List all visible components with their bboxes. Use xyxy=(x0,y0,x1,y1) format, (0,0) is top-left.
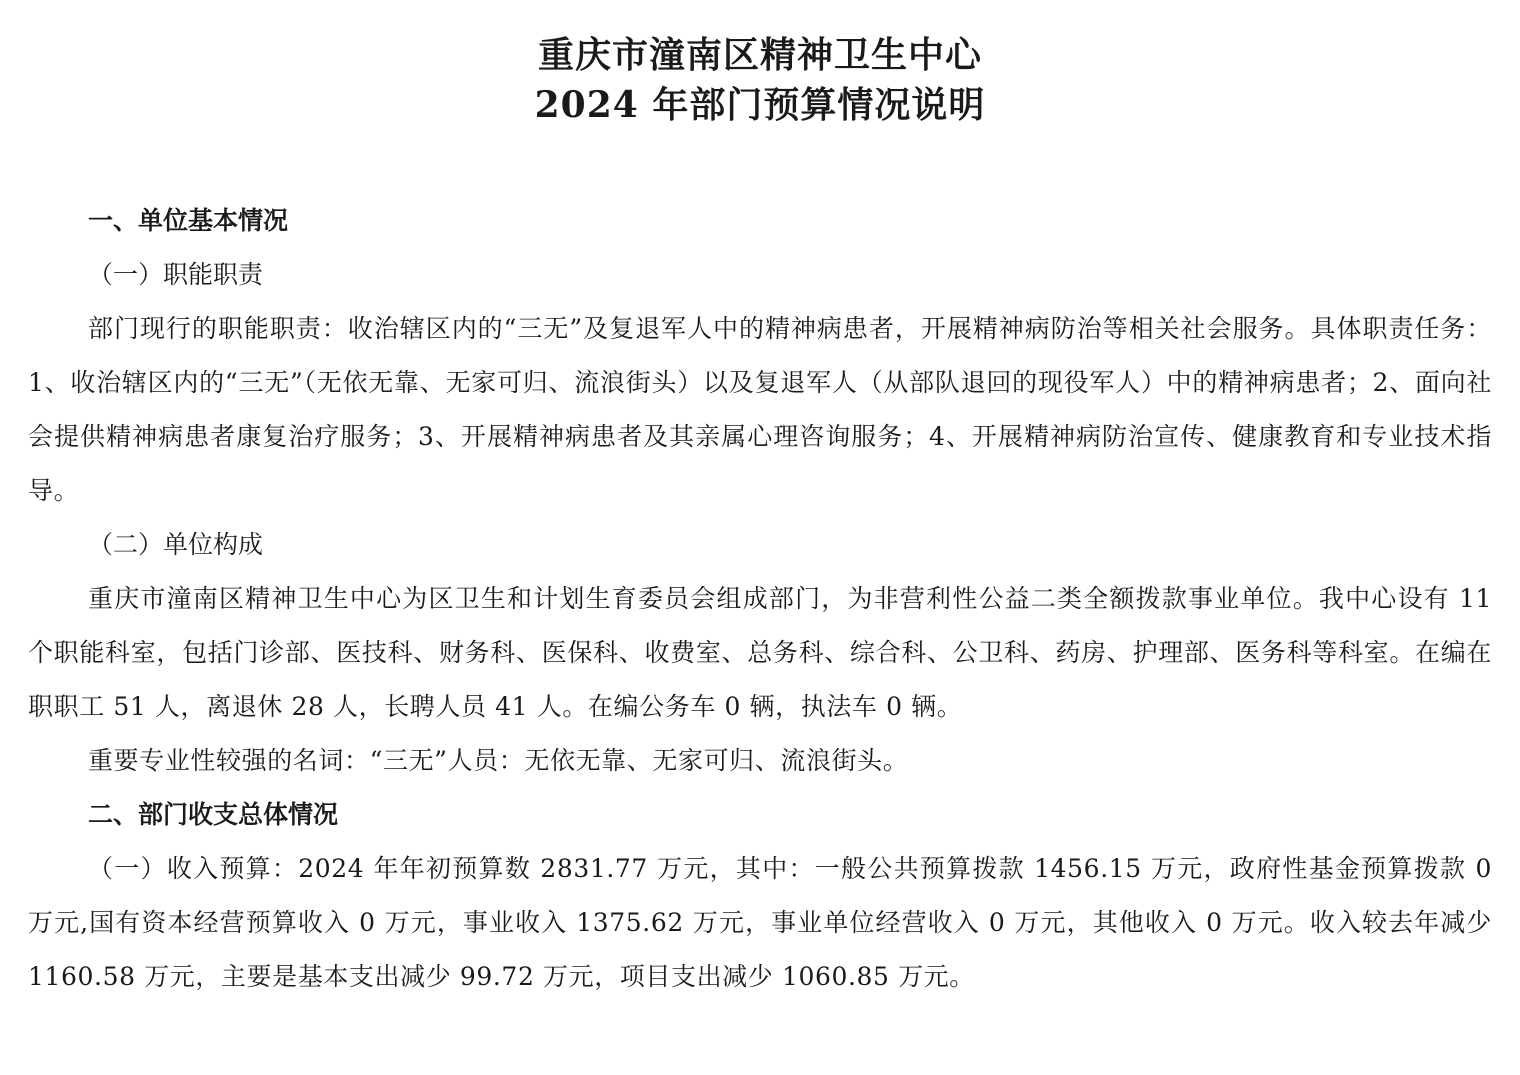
terms-paragraph: 重要专业性较强的名词：“三无”人员：无依无靠、无家可归、流浪街头。 xyxy=(88,746,909,775)
title-line-2: 2024 年部门预算情况说明 xyxy=(534,84,986,126)
section-1-sub-2-heading: （二）单位构成 xyxy=(88,530,264,559)
document-title xyxy=(28,30,1492,130)
section-1-sub-1-heading: （一）职能职责 xyxy=(88,260,264,289)
income-budget-text: 2024 年年初预算数 2831.77 万元，其中：一般公共预算拨款 1456.15 万元，政府性基金预算拨款 0 万元,国有资本经营预算收入 0 万元，事业收入 1375.62 万元，事业单位经营收入 0 万元，其他收入 0 万元。收入较去年减少 1160.58 万元，主要是基本支出减少 99.72 万元，项目支出减少 1060.85 万元。 xyxy=(28,854,1492,991)
duties-paragraph: 部门现行的职能职责：收治辖区内的“三无”及复退军人中的精神病患者，开展精神病防治等相关社会服务。具体职责任务：1、收治辖区内的“三无”（无依无靠、无家可归、流浪街头）以及复退军人（从部队退回的现役军人）中的精神病患者；2、面向社会提供精神病患者康复治疗服务；3、开展精神病患者及其亲属心理咨询服务；4、开展精神病防治宣传、健康教育和专业技术指导。 xyxy=(28,314,1492,505)
title-line-1: 重庆市潼南区精神卫生中心 xyxy=(537,34,982,76)
section-1-heading: 一、单位基本情况 xyxy=(88,206,289,235)
income-budget-lead: （一）收入预算： xyxy=(88,854,299,883)
composition-paragraph: 重庆市潼南区精神卫生中心为区卫生和计划生育委员会组成部门，为非营利性公益二类全额拨款事业单位。我中心设有 11 个职能科室，包括门诊部、医技科、财务科、医保科、收费室、总务科、综合科、公卫科、药房、护理部、医务科等科室。在编在职职工 51 人，离退休 28 人，长聘人员 41 人。在编公务车 0 辆，执法车 0 辆。 xyxy=(28,584,1492,721)
income-budget-paragraph xyxy=(28,842,1492,1004)
section-2-heading: 二、部门收支总体情况 xyxy=(88,800,339,829)
title-spacer xyxy=(28,130,1492,194)
document-page xyxy=(28,30,1492,1004)
